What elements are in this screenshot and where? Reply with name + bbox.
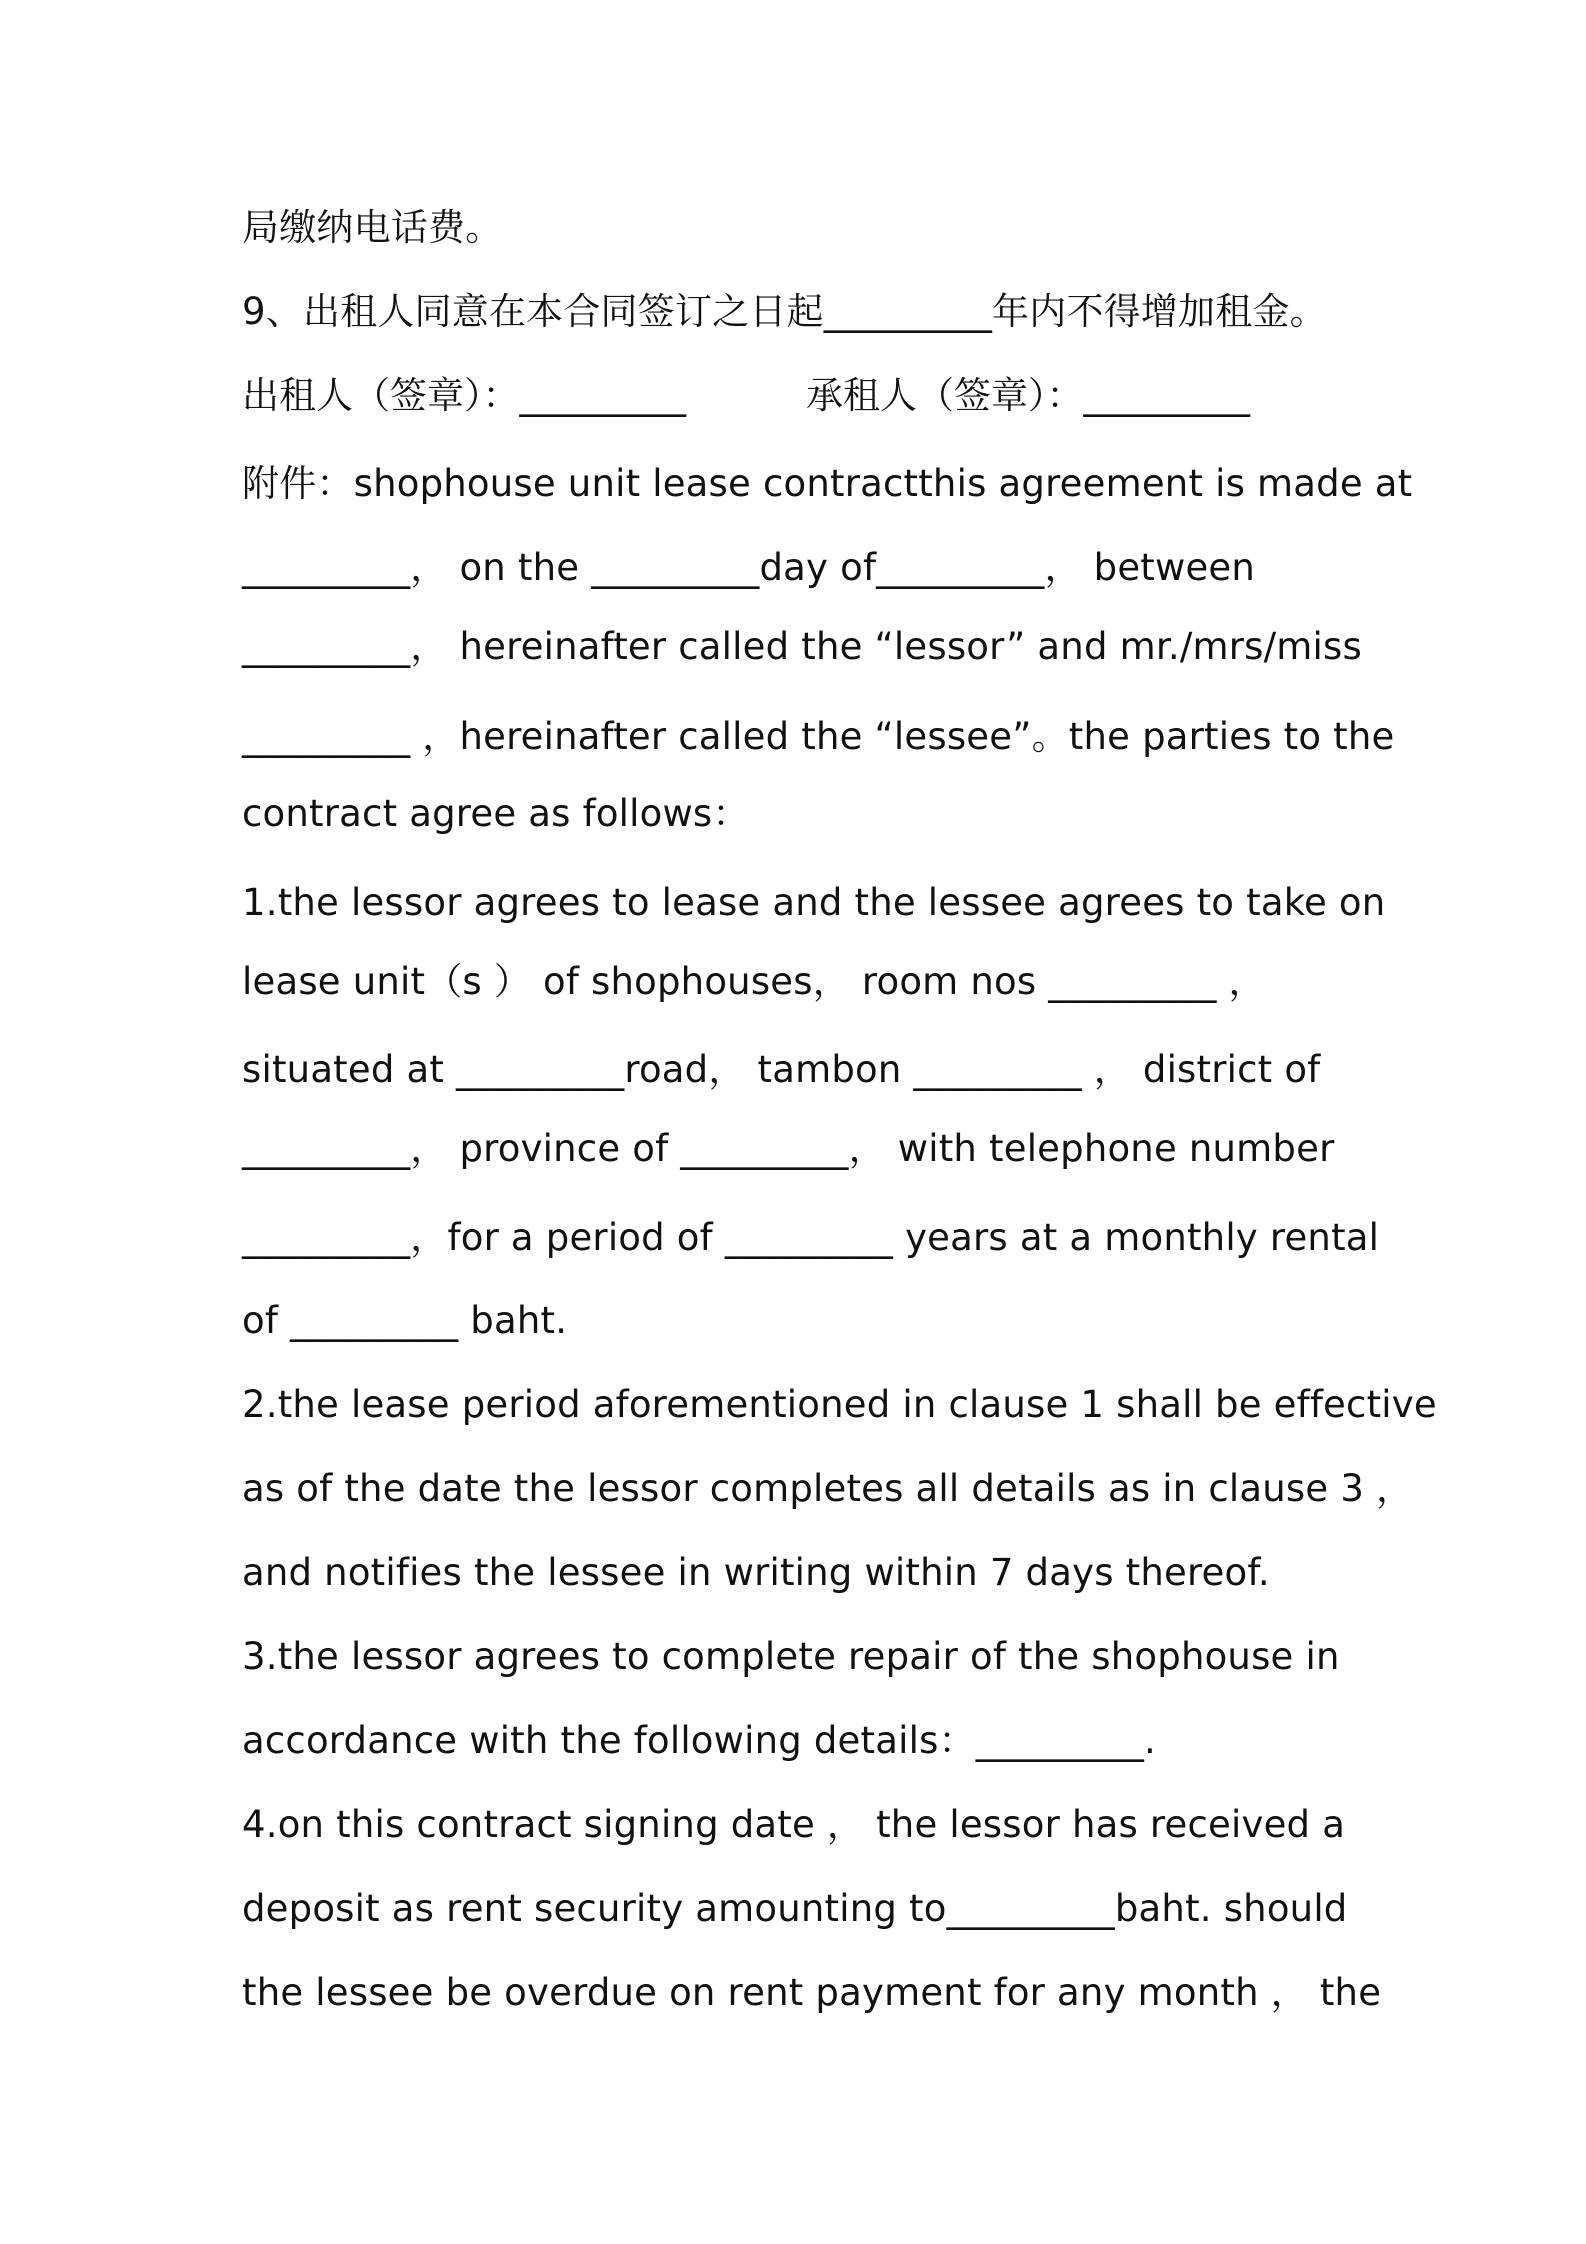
appendix-heading-line: 附件：shophouse unit lease contractthis agreement is made at xyxy=(242,462,1413,505)
text-line: 局缴纳电话费。 xyxy=(242,206,503,249)
text-line: the lessee be overdue on rent payment for any month ， the xyxy=(242,1971,1382,2014)
text-line: _________， hereinafter called the “lessor” and mr./mrs/miss xyxy=(242,625,1362,668)
clause-1-line: 1.the lessor agrees to lease and the lessee agrees to take on xyxy=(242,881,1386,924)
text-line: _________， province of _________， with telephone number xyxy=(242,1127,1335,1170)
text-line: of _________ baht. xyxy=(242,1299,568,1342)
text-line: accordance with the following details：_________. xyxy=(242,1719,1157,1762)
lessor-signature-line: 出租人（签章）：_________ xyxy=(242,374,686,417)
text-line: _________，for a period of _________ years at a monthly rental xyxy=(242,1216,1380,1259)
text-line: situated at _________road， tambon _________ ， district of xyxy=(242,1048,1321,1091)
text-line: lease unit（s ） of shophouses， room nos _________ ， xyxy=(242,960,1266,1003)
clause-3-line: 3.the lessor agrees to complete repair of the shophouse in xyxy=(242,1635,1340,1678)
text-line: deposit as rent security amounting to_________baht. should xyxy=(242,1887,1348,1930)
text-line: contract agree as follows： xyxy=(242,792,750,835)
text-line: _________ ，hereinafter called the “lessee”。the parties to the xyxy=(242,715,1395,758)
lessee-signature-line: 承租人（签章）：_________ xyxy=(806,374,1250,417)
clause-2-line: 2.the lease period aforementioned in clause 1 shall be effective xyxy=(242,1383,1437,1426)
text-line: and notifies the lessee in writing within 7 days thereof. xyxy=(242,1551,1270,1594)
text-line: _________， on the _________day of_________， between xyxy=(242,546,1256,589)
clause-9-line: 9、出租人同意在本合同签订之日起_________年内不得增加租金。 xyxy=(242,290,1327,333)
clause-4-line: 4.on this contract signing date ， the lessor has received a xyxy=(242,1803,1346,1846)
text-line: as of the date the lessor completes all details as in clause 3 ， xyxy=(242,1467,1414,1510)
